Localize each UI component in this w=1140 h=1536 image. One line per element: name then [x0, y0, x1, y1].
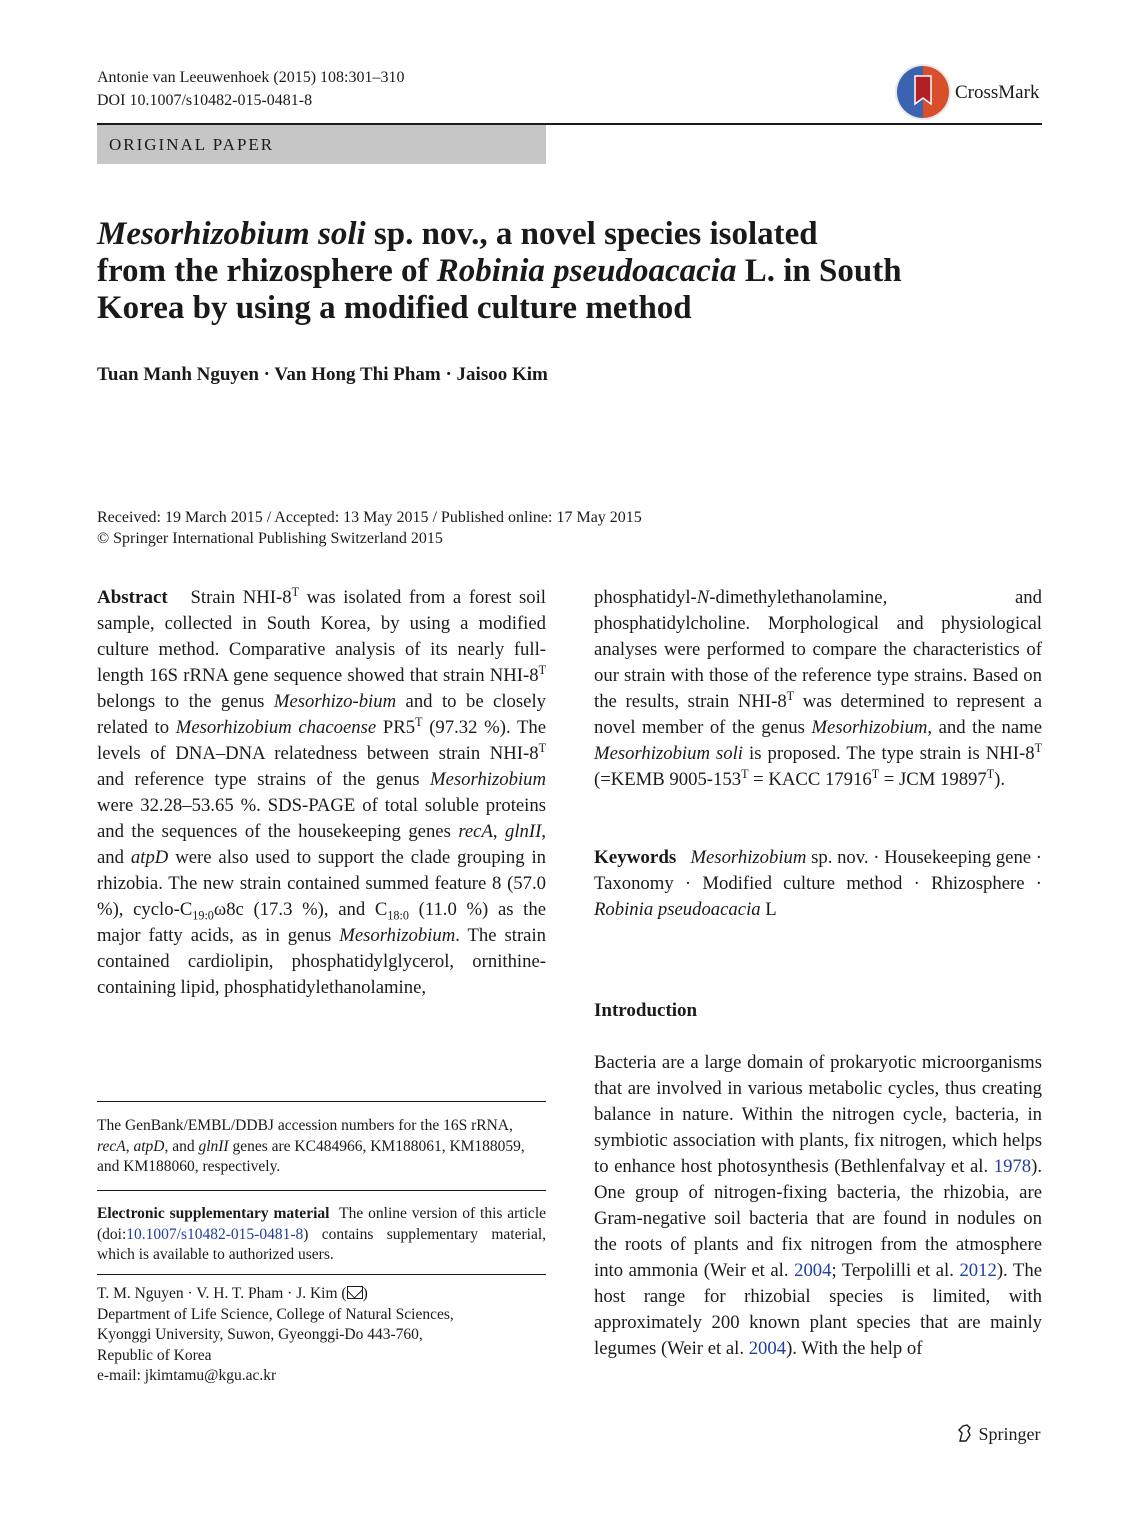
abstract-continued	[594, 585, 1042, 793]
keyword-species: Robinia pseudoacacia	[594, 899, 761, 920]
title-line-1: sp. nov., a novel species isolated	[365, 216, 818, 252]
abstract-text: ,	[492, 821, 506, 842]
title-species-1: Mesorhizobium soli	[97, 216, 366, 252]
sup-type: T	[538, 662, 546, 677]
springer-footer	[956, 1423, 1041, 1445]
title-line-3: Korea by using a modified culture method	[97, 290, 692, 326]
species-name: Mesorhizobium chacoense	[175, 717, 377, 738]
citation-link[interactable]: 2012	[959, 1260, 997, 1281]
abstract-text: -dimethylethanolamine, and phosphatidylcholine. Morphological and physiological analyses were performed to compare the characteristics of our strain with those of the reference type strains. Based on the results, strain NHI-8	[594, 587, 1042, 712]
affil-country: Republic of Korea	[97, 1346, 212, 1364]
intro-text: ; Terpolilli et al.	[831, 1260, 960, 1281]
crossmark-icon	[893, 62, 953, 122]
section-banner: ORIGINAL PAPER	[97, 125, 546, 164]
keywords	[594, 845, 1042, 923]
subscript: 18:0	[387, 908, 409, 923]
abstract-text: belongs to the genus	[97, 691, 274, 712]
footnote-rule	[97, 1101, 546, 1102]
abstract-heading: Abstract	[97, 587, 168, 608]
sup-type: T	[415, 714, 423, 729]
abstract-text: and to be closely related to	[97, 691, 546, 738]
copyright-line: © Springer International Publishing Switzerland 2015	[97, 530, 443, 547]
paper-title	[97, 216, 997, 327]
abstract-text: Strain NHI-8	[190, 587, 292, 608]
abstract-text: (=KEMB 9005-153	[594, 769, 742, 790]
gene-name: recA	[97, 1137, 126, 1155]
note-text: The online version of this article (doi:	[97, 1205, 546, 1243]
note-text: The GenBank/EMBL/DDBJ accession numbers for the 16S rRNA,	[97, 1117, 513, 1134]
abstract-text: , and	[97, 821, 547, 868]
intro-text: Bacteria are a large domain of prokaryotic microorganisms that are involved in various metabolic cycles, thus creating balance in nature. Within the nitrogen cycle, bacteria, in symbiotic association with plants, fix nitrogen, which helps to enhance host photosynthesis (Bethlenfalvay et al.	[594, 1052, 1042, 1177]
journal-citation: Antonie van Leeuwenhoek (2015) 108:301–310	[97, 69, 405, 86]
affiliation	[97, 1284, 546, 1387]
sup-type: T	[786, 688, 795, 703]
abstract-text: = KACC 17916	[748, 769, 872, 790]
esm-note	[97, 1204, 546, 1266]
note-text: ,	[125, 1137, 134, 1155]
abstract-text: ).	[994, 769, 1006, 790]
abstract-text: was determined to represent a novel member of the genus	[594, 691, 1042, 738]
springer-horse-icon	[956, 1423, 974, 1443]
sup-type: T	[1034, 740, 1042, 755]
abstract-text: (97.32 %). The levels of DNA–DNA relatedness between strain NHI-8	[97, 717, 547, 764]
sup-type: T	[538, 740, 546, 755]
footnote-rule	[97, 1274, 546, 1275]
springer-label: Springer	[978, 1424, 1041, 1444]
abstract-text: is proposed. The type strain is NHI-8	[742, 743, 1035, 764]
sup-type: T	[741, 766, 749, 781]
genus-name: Mesorhizo-bium	[273, 691, 397, 712]
abstract-text: were also used to support the clade grouping in rhizobia. The new strain contained summed feature 8 (57.0 %), cyclo-C	[97, 847, 547, 920]
abstract-text: were 32.28–53.65 %. SDS-PAGE of total soluble proteins and the sequences of the housekeeping genes	[97, 795, 546, 842]
abstract-text: and reference type strains of the genus	[97, 769, 431, 790]
intro-text: ). With the help of	[786, 1338, 923, 1359]
title-line-2a: from the rhizosphere of	[97, 253, 437, 289]
keywords-heading: Keywords	[594, 847, 677, 868]
esm-heading: Electronic supplementary material	[97, 1205, 330, 1222]
introduction-text	[594, 1050, 1042, 1362]
crossmark-label: CrossMark	[955, 82, 1040, 103]
note-text: genes are KC484966, KM188061, KM188059, and KM188060, respectively.	[97, 1137, 525, 1175]
abstract-text: PR5	[376, 717, 416, 738]
affil-names-end: )	[362, 1285, 368, 1302]
email-envelope-icon	[347, 1286, 363, 1299]
genus-name: Mesorhizobium	[811, 717, 928, 738]
abstract-text: ω8c (17.3 %), and C	[213, 899, 388, 920]
genbank-note	[97, 1116, 546, 1178]
abstract	[97, 585, 546, 1001]
abstract-text: was isolated from a forest soil sample, collected in South Korea, by using a modified culture method. Comparative analysis of its nearly full-length 16S rRNA gene sequence showed that strain NHI-8	[97, 587, 546, 686]
italic-n: N	[696, 587, 710, 608]
abstract-text: phosphatidyl-	[594, 587, 697, 608]
introduction-heading: Introduction	[594, 1000, 698, 1021]
subscript: 19:0	[192, 908, 214, 923]
affil-names: T. M. Nguyen · V. H. T. Pham · J. Kim (	[97, 1285, 347, 1302]
affil-dept: Department of Life Science, College of Natural Sciences,	[97, 1305, 454, 1323]
abstract-text: = JCM 19897	[879, 769, 987, 790]
affil-univ: Kyonggi University, Suwon, Gyeonggi-Do 443-760,	[97, 1326, 423, 1343]
abstract-text: . The strain contained cardiolipin, phosphatidylglycerol, ornithine-containing lipid, phosphatidylethanolamine,	[97, 925, 547, 998]
gene-name: atpD	[133, 1137, 165, 1155]
email-address[interactable]: e-mail: jkimtamu@kgu.ac.kr	[97, 1367, 277, 1384]
abstract-text: , and the name	[927, 717, 1043, 738]
species-name: Mesorhizobium soli	[594, 743, 743, 764]
crossmark-badge[interactable]	[893, 62, 1053, 122]
gene-name: recA	[458, 821, 493, 842]
title-species-2: Robinia pseudoacacia	[436, 253, 737, 289]
publication-dates	[97, 507, 642, 549]
genus-name: Mesorhizobium	[339, 925, 456, 946]
footnote-rule	[97, 1190, 546, 1191]
intro-text: ). One group of nitrogen-fixing bacteria, the rhizobia, are Gram-negative soil bacteria that are found in nodules on the roots of plants and fix nitrogen from the atmosphere into ammonia (Weir et al.	[594, 1156, 1042, 1281]
intro-text: ). The host range for rhizobial species is limited, with approximately 200 known plant species that are mainly legumes (Weir et al.	[594, 1260, 1042, 1359]
keyword-list-end: L	[760, 899, 777, 920]
doi-line: DOI 10.1007/s10482-015-0481-8	[97, 92, 313, 109]
citation-link[interactable]: 1978	[993, 1156, 1032, 1177]
genus-name: Mesorhizobium	[430, 769, 546, 790]
note-text: ) contains supplementary material, which is available to authorized users.	[97, 1225, 546, 1263]
note-text: , and	[164, 1137, 199, 1155]
gene-name: atpD	[130, 847, 169, 868]
keyword-genus: Mesorhizobium	[690, 847, 807, 868]
keyword-list: sp. nov. · Housekeeping gene · Taxonomy · Modified culture method · Rhizosphere ·	[594, 847, 1043, 894]
citation-link[interactable]: 2004	[748, 1338, 787, 1359]
sup-type: T	[871, 766, 880, 781]
author-list: Tuan Manh Nguyen · Van Hong Thi Pham · Jaisoo Kim	[97, 364, 548, 385]
sup-type: T	[986, 766, 995, 781]
sup-type: T	[291, 584, 299, 599]
citation-link[interactable]: 2004	[794, 1260, 832, 1281]
title-line-2b: L. in South	[736, 253, 902, 289]
gene-name: glnII	[198, 1137, 229, 1155]
history-line: Received: 19 March 2015 / Accepted: 13 May 2015 / Published online: 17 May 2015	[97, 509, 642, 526]
abstract-text: (11.0 %) as the major fatty acids, as in genus	[97, 899, 547, 946]
gene-name: glnII	[505, 821, 542, 842]
doi-link[interactable]: 10.1007/s10482-015-0481-8	[126, 1225, 304, 1243]
